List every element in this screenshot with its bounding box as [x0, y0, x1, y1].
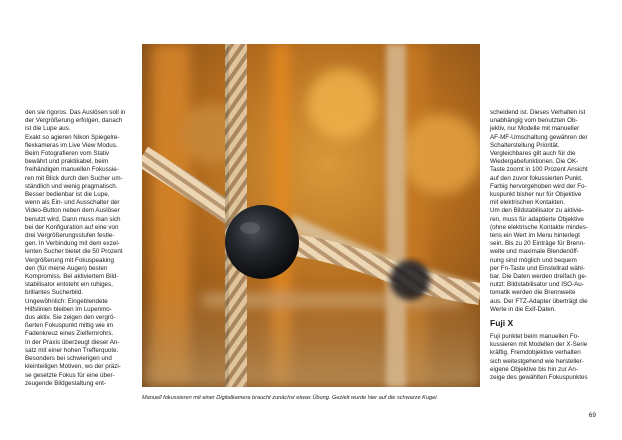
- text-line: unabhängig vom benutzten Ob-: [490, 117, 578, 125]
- right-text-top: [490, 109, 598, 314]
- section-heading: Fuji X: [490, 318, 514, 329]
- text-line: bei der Konfiguration auf eine von: [25, 223, 119, 231]
- text-line: lenten Sucher bietet die 50 Prozent: [25, 248, 123, 256]
- right-text-bottom: [490, 333, 598, 382]
- text-line: Ungewöhnlich: Eingeblendete: [25, 297, 108, 305]
- text-line: auf den zuvor fokussierten Punkt.: [490, 174, 583, 182]
- text-line: kräftig. Fremdobjektive verhalten: [490, 349, 581, 357]
- text-line: Vergleichbares gilt auch für die: [490, 150, 576, 158]
- text-line: Vergrößerung mit Fokuspeaking: [25, 256, 114, 264]
- text-line: den (für meine Augen) besten: [25, 264, 108, 272]
- text-line: weite und maximale Blendenöff-: [490, 248, 579, 256]
- text-line: mit elektrischen Kontakten.: [490, 199, 566, 207]
- text-line: tens ein Wert im Menu hinterlegt: [490, 232, 580, 240]
- text-line: Taste zoomt in 100 Prozent Ansicht: [490, 166, 588, 174]
- rope-photo: [142, 44, 480, 387]
- text-line: satz mit einer hohen Trefferquote.: [25, 346, 119, 354]
- text-line: stabilisator entsteht ein ruhiges,: [25, 281, 113, 289]
- text-line: Kompromiss. Bei aktiviertem Bild-: [25, 273, 119, 281]
- text-line: der Vergrößerung erfolgen, danach: [25, 117, 123, 125]
- text-line: Schalterstellung Priorität.: [490, 141, 560, 149]
- text-line: AF-MF-Umschaltung gewähren der: [490, 133, 588, 141]
- text-line: per Fn-Taste und Einstellrad wähl-: [490, 264, 585, 272]
- text-line: Exakt so agieren Nikon Spiegelre-: [25, 133, 120, 141]
- text-line: (ohne elektrische Kontakte mindes-: [490, 223, 588, 231]
- right-text-column: [490, 109, 598, 382]
- text-line: ren, muss für adaptierte Objektive: [490, 215, 584, 223]
- text-line: kuspunkt bisher nur für Objektive: [490, 191, 582, 199]
- text-line: sich weitestgehend wie hersteller-: [490, 357, 584, 365]
- text-line: ren mit Blick durch den Sucher um-: [25, 174, 123, 182]
- text-line: Besonders bei schwierigen und: [25, 355, 112, 363]
- text-line: zeugende Bildgestaltung ent-: [25, 379, 106, 387]
- text-line: ständlich und wenig pragmatisch.: [25, 182, 118, 190]
- text-line: aus. Der FTZ-Adapter überträgt die: [490, 297, 588, 305]
- text-line: bewährt und praktikabel, beim: [25, 158, 109, 166]
- text-line: freihändigen manuellen Fokussie-: [25, 166, 119, 174]
- text-line: bar. Die Daten werden dreifach ge-: [490, 273, 587, 281]
- text-line: kussieren mit Modellen der X-Serie: [490, 341, 588, 349]
- text-line: gen. In Verbindung mit dem exzel-: [25, 240, 120, 248]
- text-line: jektiv, nur Modelle mit manueller: [490, 125, 580, 133]
- text-line: Fuji punktet beim manuellen Fo-: [490, 333, 580, 341]
- text-line: zeige des gewählten Fokuspunktes: [490, 374, 588, 382]
- text-line: scheidend ist. Dieses Verhalten ist: [490, 109, 586, 116]
- text-line: Beim Fotografieren vom Stativ: [25, 150, 110, 158]
- text-line: benutzt wird. Dann muss man sich: [25, 215, 121, 223]
- text-line: ßerten Fokuspunkt mittig wie im: [25, 322, 114, 330]
- text-line: kleinteiligen Motiven, wo der präzi-: [25, 363, 121, 371]
- text-line: sein. Bis zu 20 Einträge für Brenn-: [490, 240, 586, 248]
- text-line: drei Vergrößerungsstufen festle-: [25, 232, 115, 240]
- text-line: den sie rigoros. Das Auslösen soll in: [25, 109, 126, 116]
- text-line: ist die Lupe aus.: [25, 125, 71, 133]
- text-line: nung sind möglich und bequem: [490, 256, 577, 264]
- text-line: Um den Bildstabilisator zu aktivie-: [490, 207, 584, 215]
- photo-caption: Manuell fokussieren mit einer Digitalkamera braucht zunächst etwas Übung. Gezielt wurde hier auf die schwarze Kugel.: [142, 395, 438, 401]
- text-line: brillantes Sucherbild.: [25, 289, 84, 297]
- text-line: Hilfslinien bleiben im Lupenmo-: [25, 305, 112, 313]
- text-line: dus aktiv. Sie zeigen den vergrö-: [25, 314, 116, 322]
- text-line: In der Praxis überzeugt dieser An-: [25, 338, 120, 346]
- page-number: 69: [588, 412, 596, 419]
- text-line: nutzt: Bildstabilisator und ISO-Au-: [490, 281, 584, 289]
- text-line: eigene Objektive bis hin zur An-: [490, 365, 578, 373]
- text-line: Farbig hervorgehoben wird der Fo-: [490, 182, 587, 190]
- left-text-column: [25, 109, 139, 388]
- text-line: Wiedergabefunktionen. Die OK-: [490, 158, 579, 166]
- text-line: Werte in die Exif-Daten.: [490, 305, 556, 313]
- text-line: Video-Button neben dem Auslöser: [25, 207, 120, 215]
- text-line: wenn als Ein- und Ausschalter der: [25, 199, 120, 207]
- text-line: Fadenkreuz eines Zielfernrohrs.: [25, 330, 114, 338]
- rope-photo-illustration: [142, 44, 480, 387]
- text-line: flexkameras im Live View Modus.: [25, 141, 118, 149]
- text-line: se gesetzte Fokus für eine über-: [25, 371, 115, 379]
- text-line: tomatik werden die Brennweite: [490, 289, 576, 297]
- text-line: Besser bedienbar ist die Lupe,: [25, 191, 110, 199]
